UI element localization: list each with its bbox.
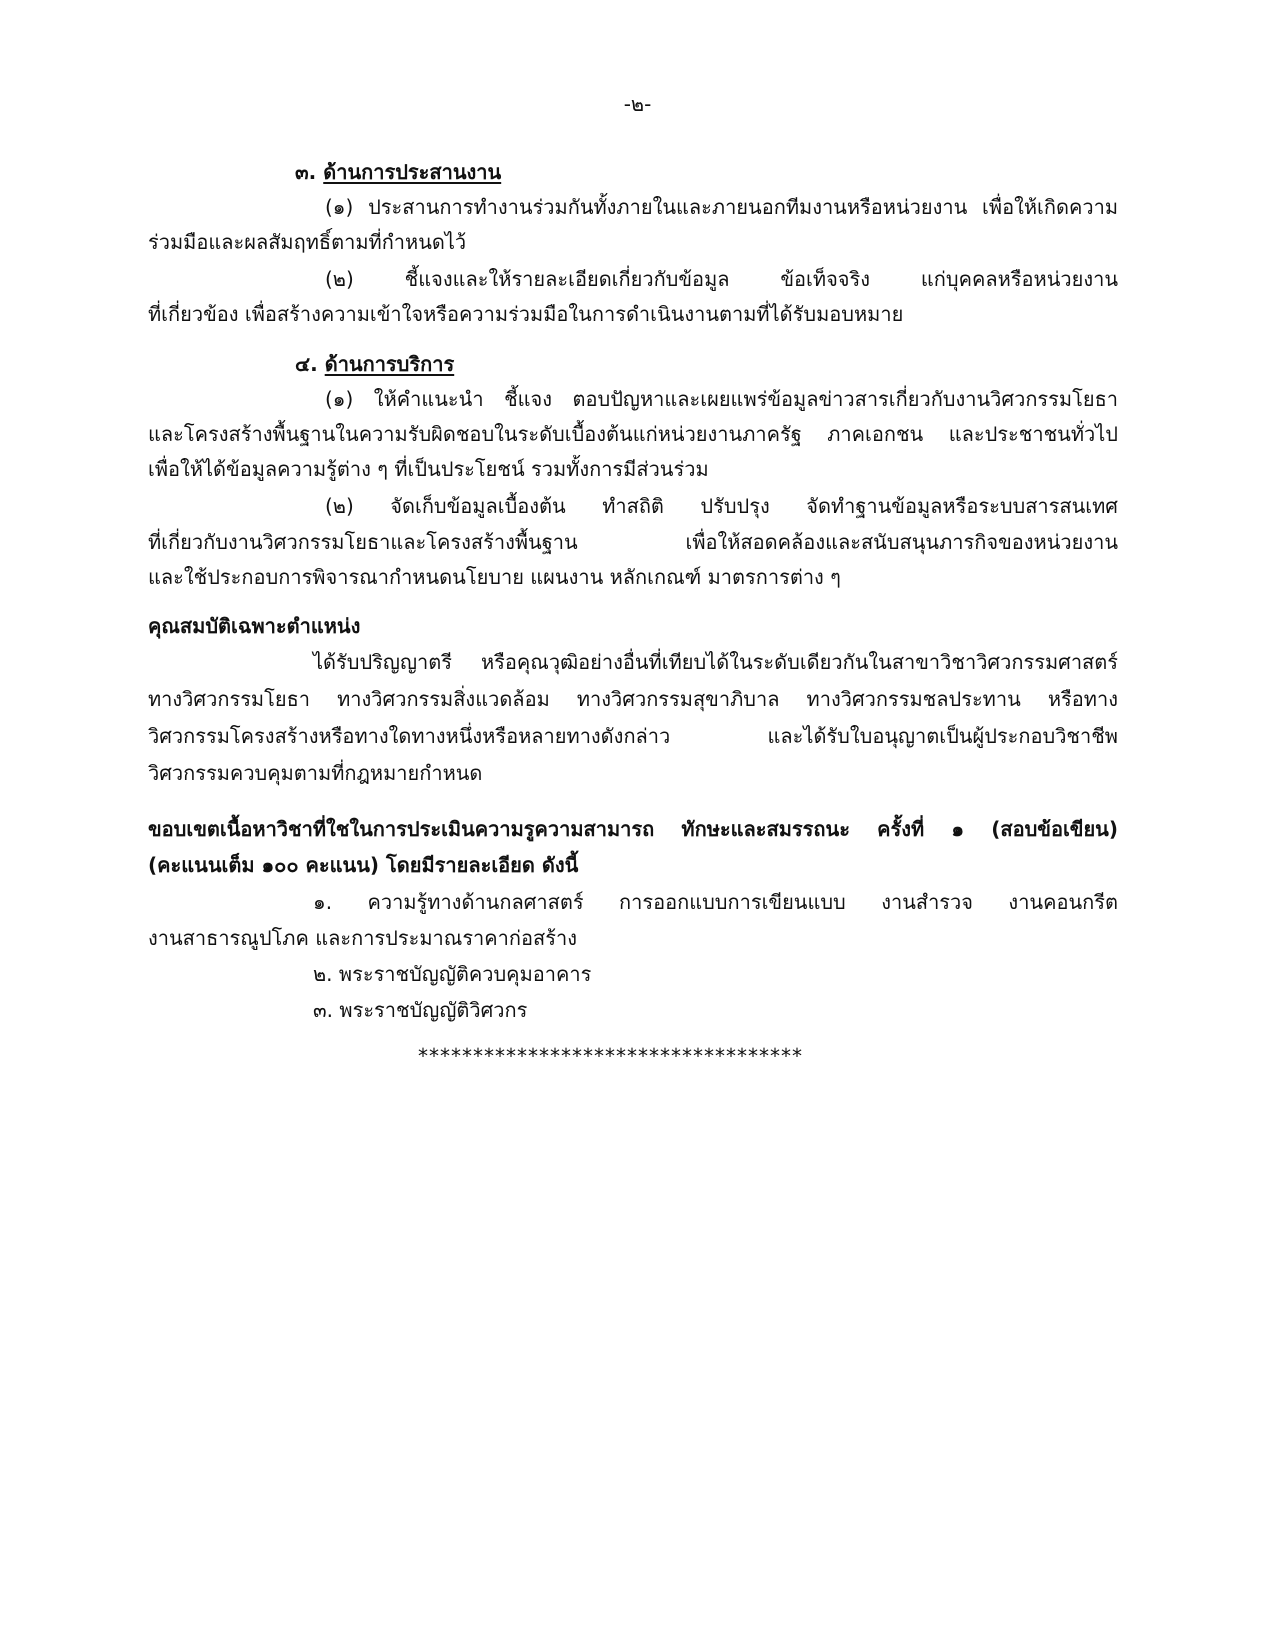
page-number: -๒- xyxy=(623,92,652,116)
section3-number: ๓. xyxy=(295,160,317,184)
section3-item2-line1: (๒) ชี้แจงและให้รายละเอียดเกี่ยวกับข้อมูล ข้อเท็จจริง แก่บุคคลหรือหน่วยงาน xyxy=(325,267,1118,291)
section4-number: ๔. xyxy=(295,352,318,376)
scope-heading-line2: (คะแนนเต็ม ๑๐๐ คะแนน) โดยมีรายละเอียด ดังนี้ xyxy=(148,853,579,877)
section4-item1-line1: (๑) ให้คำแนะนำ ชี้แจง ตอบปัญหาและเผยแพร่ข้อมูลข่าวสารเกี่ยวกับงานวิศวกรรมโยธา xyxy=(325,387,1118,411)
section3-heading xyxy=(295,158,501,186)
section4-item2-line3: และใช้ประกอบการพิจารณากำหนดนโยบาย แผนงาน หลักเกณฑ์ มาตรการต่าง ๆ xyxy=(148,565,841,589)
scope-item2: ๒. พระราชบัญญัติควบคุมอาคาร xyxy=(313,962,592,986)
scope-heading-line1: ขอบเขตเนื้อหาวิชาที่ใชในการประเมินความรูความสามารถ ทักษะและสมรรถนะ ครั้งที่ ๑ (สอบข้อเขียน) xyxy=(148,817,1118,841)
section3-item1-line1: (๑) ประสานการทำงานร่วมกันทั้งภายในและภายนอกทีมงานหรือหน่วยงาน เพื่อให้เกิดความ xyxy=(325,195,1118,219)
section3-item2-line2: ที่เกี่ยวข้อง เพื่อสร้างความเข้าใจหรือความร่วมมือในการดำเนินงานตามที่ได้รับมอบหมาย xyxy=(148,302,904,326)
section4-item2-line2: ที่เกี่ยวกับงานวิศวกรรมโยธาและโครงสร้างพื้นฐาน เพื่อให้สอดคล้องและสนับสนุนภารกิจของหน่วยงาน xyxy=(148,530,1118,554)
qualifications-line2: ทางวิศวกรรมโยธา ทางวิศวกรรมสิ่งแวดล้อม ทางวิศวกรรมสุขาภิบาล ทางวิศวกรรมชลประทาน หรือทาง xyxy=(148,687,1118,711)
section4-item1-line2: และโครงสร้างพื้นฐานในความรับผิดชอบในระดับเบื้องต้นแก่หน่วยงานภาครัฐ ภาคเอกชน และประชาชนทั่วไป xyxy=(148,422,1118,446)
qualifications-line3: วิศวกรรมโครงสร้างหรือทางใดทางหนึ่งหรือหลายทางดังกล่าว และได้รับใบอนุญาตเป็นผู้ประกอบวิชาชีพ xyxy=(148,724,1118,748)
scope-item1-line1: ๑. ความรู้ทางด้านกลศาสตร์ การออกแบบการเขียนแบบ งานสำรวจ งานคอนกรีต xyxy=(313,890,1118,914)
qualifications-line4: วิศวกรรมควบคุมตามที่กฎหมายกำหนด xyxy=(148,761,483,785)
scope-item1-line2: งานสาธารณูปโภค และการประมาณราคาก่อสร้าง xyxy=(148,926,577,950)
qualifications-heading: คุณสมบัติเฉพาะตำแหน่ง xyxy=(148,614,361,638)
section4-heading xyxy=(295,350,454,378)
section3-title: ด้านการประสานงาน xyxy=(323,160,502,184)
scope-item3: ๓. พระราชบัญญัติวิศวกร xyxy=(313,998,528,1022)
section3-item1-line2: ร่วมมือและผลสัมฤทธิ์ตามที่กำหนดไว้ xyxy=(148,230,467,254)
qualifications-line1: ได้รับปริญญาตรี หรือคุณวุฒิอย่างอื่นที่เทียบได้ในระดับเดียวกันในสาขาวิชาวิศวกรรมศาสตร์ xyxy=(313,650,1118,674)
end-marker: *********************************** xyxy=(418,1044,803,1068)
section4-item1-line3: เพื่อให้ได้ข้อมูลความรู้ต่าง ๆ ที่เป็นประโยชน์ รวมทั้งการมีส่วนร่วม xyxy=(148,457,709,481)
section4-item2-line1: (๒) จัดเก็บข้อมูลเบื้องต้น ทำสถิติ ปรับปรุง จัดทำฐานข้อมูลหรือระบบสารสนเทศ xyxy=(325,494,1118,518)
section4-title: ด้านการบริการ xyxy=(324,352,455,376)
